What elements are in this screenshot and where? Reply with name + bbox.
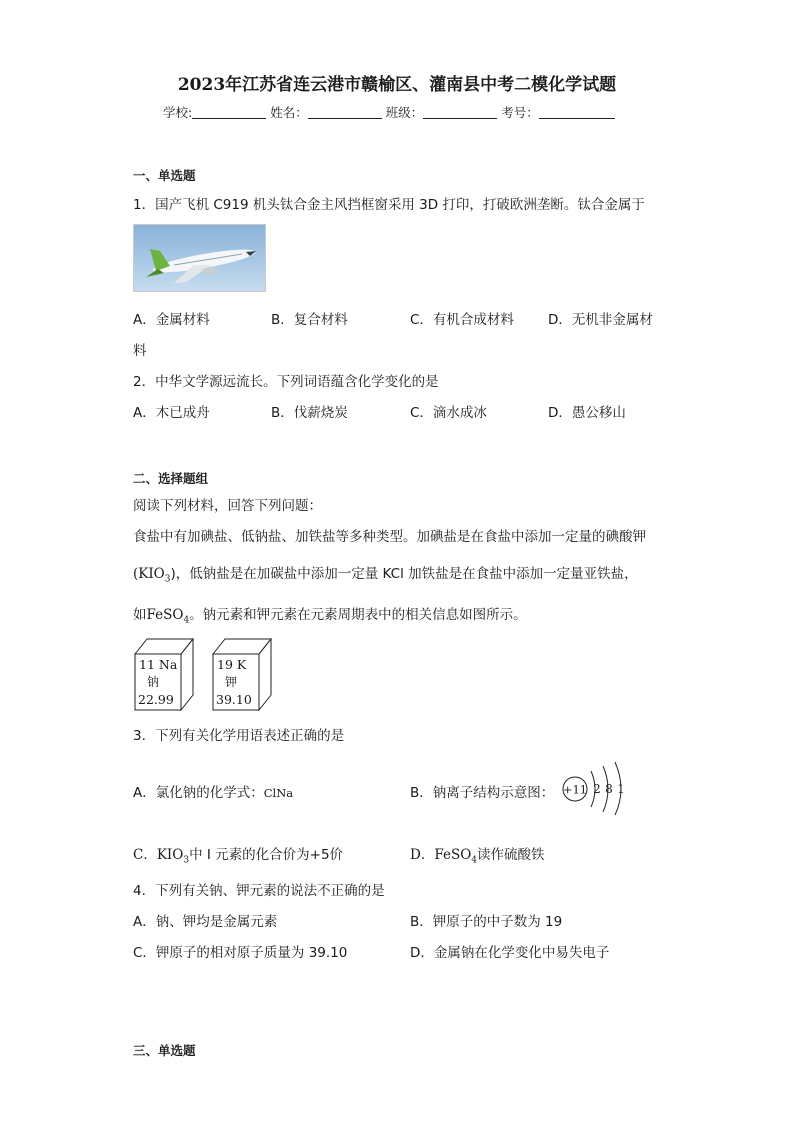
q3-option-d-subscript: 4	[471, 855, 477, 866]
q1-option-d[interactable]: D．无机非金属材	[548, 312, 653, 328]
material-line-1: 食盐中有加碘盐、低钠盐、加铁盐等多种类型。加碘盐是在食盐中添加一定量的碘酸钾	[133, 529, 646, 545]
q2-option-c[interactable]: C．滴水成冰	[410, 405, 487, 421]
feso4-formula: 如FeSO	[133, 607, 184, 623]
q3-option-b[interactable]: B．钠离子结构示意图：	[410, 785, 555, 801]
exam-no-label: 考号：	[501, 105, 539, 120]
q3-option-c-text: 中 I 元素的化合价为+5价	[189, 847, 344, 863]
q3-option-a[interactable]	[133, 781, 293, 801]
sodium-mass: 22.99	[138, 692, 174, 707]
material-line-3-text: 。钠元素和钾元素在元素周期表中的相关信息如图所示。	[189, 607, 527, 623]
q2-option-d[interactable]: D．愚公移山	[548, 405, 626, 421]
q3-option-d-formula: D．FeSO	[410, 847, 472, 863]
name-blank[interactable]	[308, 106, 382, 119]
q2-option-b[interactable]: B．伐薪烧炭	[271, 405, 348, 421]
potassium-number-symbol: 19 K	[217, 657, 247, 672]
q4-option-c[interactable]: C．钾原子的相对原子质量为 39.10	[133, 945, 348, 961]
q3-stem: 3．下列有关化学用语表述正确的是	[133, 728, 345, 744]
sodium-number-symbol: 11 Na	[139, 657, 178, 672]
element-cube-potassium	[212, 638, 272, 711]
q1-option-d-wrap: 料	[133, 343, 147, 359]
q3-option-d[interactable]	[410, 843, 545, 866]
name-label: 姓名：	[270, 105, 308, 120]
q4-stem: 4．下列有关钠、钾元素的说法不正确的是	[133, 883, 385, 899]
class-label: 班级：	[385, 105, 424, 120]
student-info-line	[163, 103, 615, 121]
q3-option-a-text: A．氯化钠的化学式：	[133, 785, 264, 801]
q2-stem: 2．中华文学源远流长。下列词语蕴含化学变化的是	[133, 374, 439, 390]
material-intro: 阅读下列材料，回答下列问题：	[133, 498, 322, 514]
section-heading-1: 一、单选题	[133, 168, 196, 183]
q3-option-d-text: 读作硫酸铁	[477, 847, 545, 863]
q1-option-a[interactable]: A．金属材料	[133, 312, 210, 328]
material-line-2	[133, 562, 638, 585]
kio3-subscript: 3	[164, 574, 171, 585]
section-heading-3: 三、单选题	[133, 1043, 196, 1058]
ion-shell-2: 8	[605, 782, 613, 796]
ion-nucleus-charge: +11	[562, 782, 588, 797]
school-blank[interactable]	[192, 106, 266, 119]
q2-option-a[interactable]: A．木已成舟	[133, 405, 210, 421]
clna-formula: ClNa	[263, 786, 294, 800]
potassium-name: 钾	[225, 675, 238, 689]
q1-stem: 1．国产飞机 C919 机头钛合金主风挡框窗采用 3D 打印，打破欧洲垄断。钛合金属于	[133, 197, 645, 213]
kio3-formula: (KIO	[133, 566, 165, 582]
q3-option-c-formula: C．KIO	[133, 847, 184, 863]
exam-title: 2023年江苏省连云港市赣榆区、灌南县中考二模化学试题	[177, 75, 617, 95]
class-blank[interactable]	[423, 106, 497, 119]
element-cube-sodium	[134, 638, 194, 711]
q4-option-b[interactable]: B．钾原子的中子数为 19	[410, 914, 563, 930]
potassium-mass: 39.10	[216, 692, 252, 707]
feso4-subscript: 4	[183, 615, 190, 626]
exam-no-blank[interactable]	[539, 106, 615, 119]
q3-option-c[interactable]	[133, 843, 343, 866]
q3-option-c-subscript: 3	[183, 855, 190, 866]
q1-option-c[interactable]: C．有机合成材料	[410, 312, 514, 328]
ion-shell-1: 2	[593, 782, 601, 796]
school-label: 学校:	[163, 105, 193, 120]
material-line-2-text: )，低钠盐是在加碳盐中添加一定量 KCl 加铁盐是在食盐中添加一定量亚铁盐，	[170, 566, 638, 582]
material-line-3	[133, 603, 527, 626]
q1-option-b[interactable]: B．复合材料	[271, 312, 348, 328]
sodium-name: 钠	[147, 675, 160, 689]
sodium-ion-diagram	[561, 760, 631, 816]
q4-option-d[interactable]: D．金属钠在化学变化中易失电子	[410, 945, 610, 961]
section-heading-2: 二、选择题组	[133, 471, 209, 486]
airplane-photo-icon	[133, 224, 266, 292]
q4-option-a[interactable]: A．钠、钾均是金属元素	[133, 914, 278, 930]
ion-shell-3: 1	[617, 782, 625, 796]
